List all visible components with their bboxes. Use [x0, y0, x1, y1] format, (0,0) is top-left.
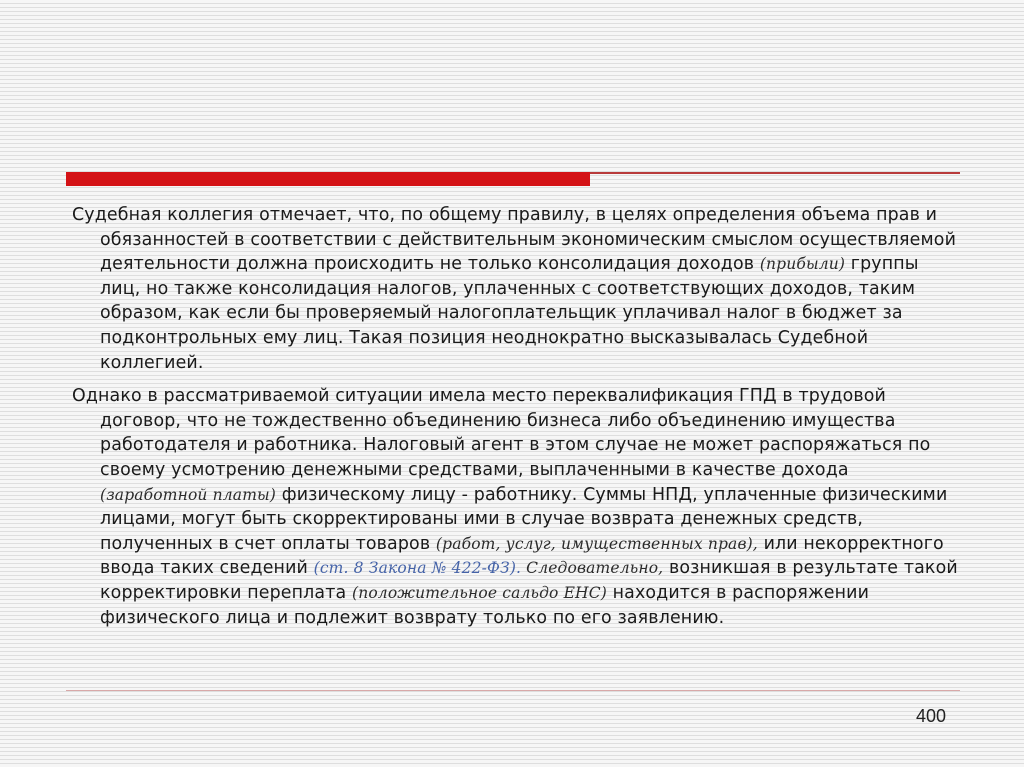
paragraph-1-text-2: группы лиц, но также консолидация налогов, уплаченных с соответствующих доходов, таким образом, как если бы проверяемый налогоплательщик уплачивал налог в бюджет за подконтрольных ему лиц. Такая позиция неоднократно высказывалась Судебной коллегией. — [100, 254, 919, 373]
paragraph-2-text-2: физическому лицу - работнику. Суммы НПД, уплаченные физическими лицами, могут быть скорректированы ими в случае возврата денежных средств, полученных в счет оплаты товаров — [100, 484, 948, 554]
slide-content — [72, 203, 960, 639]
paragraph-2-text-1: Однако в рассматриваемой ситуации имела место переквалификация ГПД в трудовой договор, что не тождественно объединению бизнеса либо объединению имущества работодателя и работника. Налоговый агент в этом случае не может распоряжаться по своему усмотрению денежными средствами, выплаченными в качестве дохода — [72, 386, 931, 480]
paragraph-2-italic-5: (положительное сальдо ЕНС) — [352, 583, 607, 602]
paragraph-2 — [72, 384, 960, 630]
law-reference-link[interactable]: (ст. 8 Закона № 422-ФЗ). — [313, 559, 522, 578]
top-accent-bar — [66, 172, 960, 186]
paragraph-2-text-4: возникшая в результате такой корректировки переплата — [100, 558, 958, 603]
paragraph-2-italic-4: Следовательно, — [521, 559, 664, 578]
paragraph-2-text-5: находится в распоряжении физического лица и подлежит возврату только по его заявлению. — [100, 582, 870, 628]
bottom-divider — [66, 690, 960, 691]
paragraph-1 — [72, 203, 960, 375]
paragraph-2-italic-1: (заработной платы) — [100, 485, 277, 504]
thin-accent-line — [590, 172, 960, 174]
paragraph-2-text-3: или некорректного ввода таких сведений — [100, 533, 944, 579]
red-accent-bar — [66, 172, 590, 186]
paragraph-1-text-1: Судебная коллегия отмечает, что, по общему правилу, в целях определения объема прав и обязанностей в соответствии с действительным экономическим смыслом осуществляемой деятельности должна происходить не только консолидация доходов — [72, 205, 957, 275]
paragraph-1-italic-1: (прибыли) — [759, 255, 846, 274]
page-number: 400 — [915, 706, 946, 726]
paragraph-2-italic-2: (работ, услуг, имущественных прав), — [435, 534, 758, 553]
